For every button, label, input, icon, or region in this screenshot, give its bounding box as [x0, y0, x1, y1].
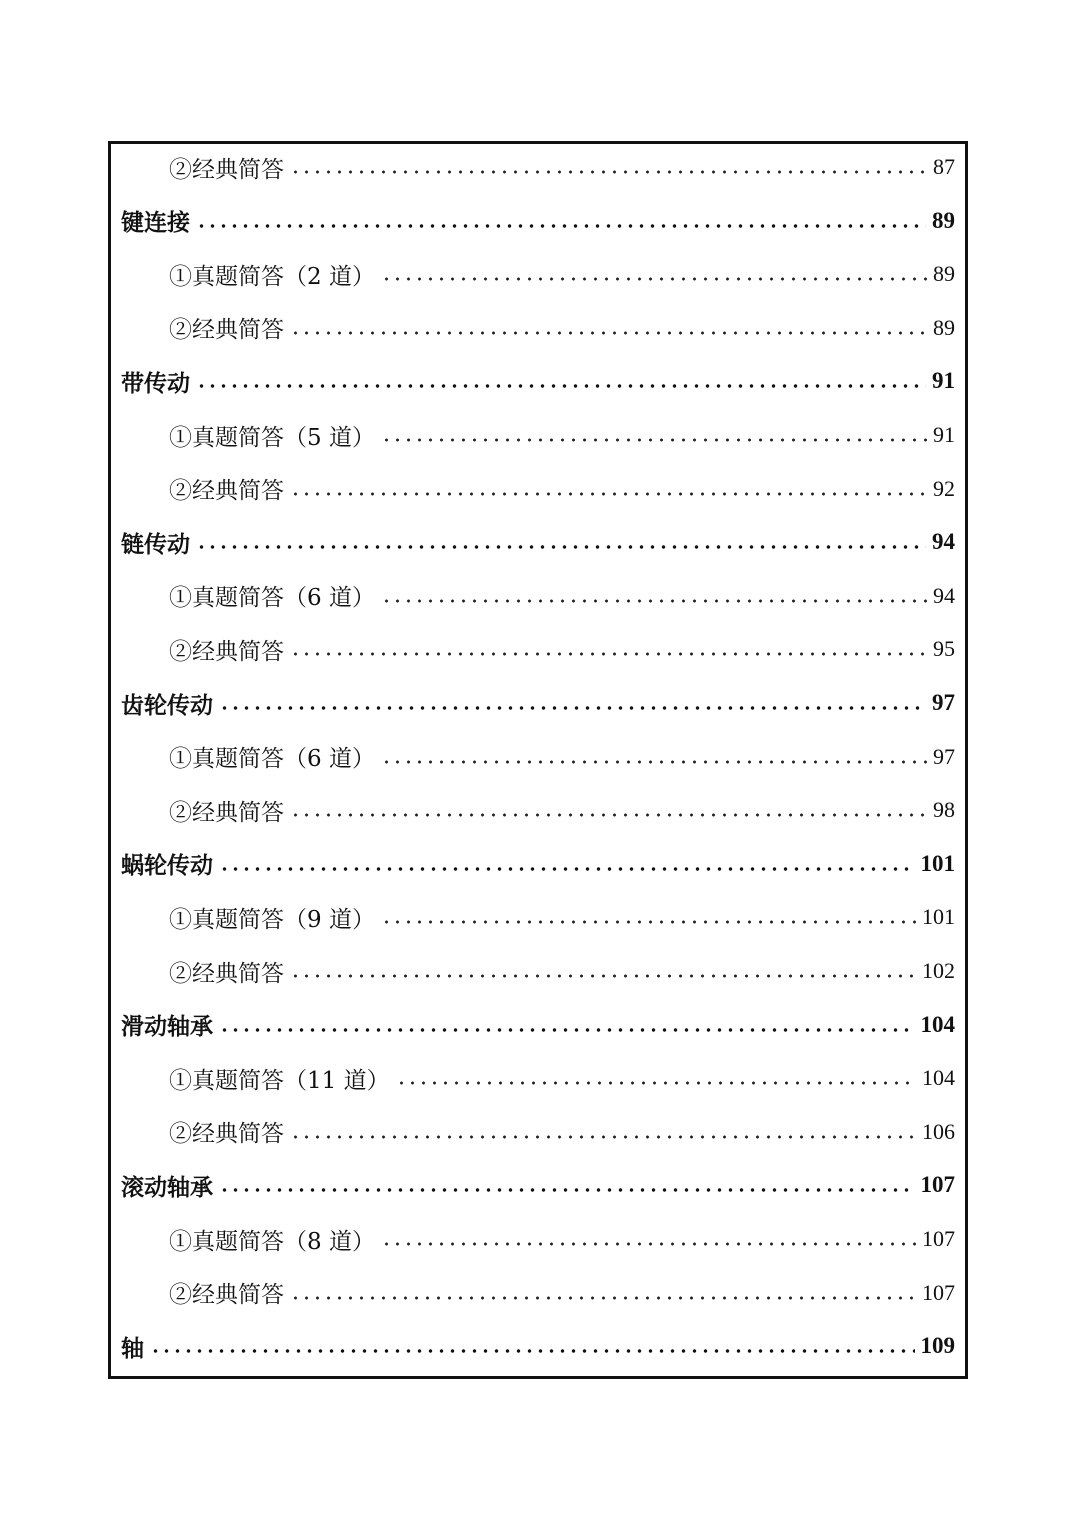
toc-page-number: 95	[933, 636, 955, 662]
toc-section-entry[interactable]	[121, 897, 955, 937]
toc-entry-title: ②经典简答	[169, 799, 284, 826]
toc-entry-title: 链传动	[121, 530, 190, 558]
toc-page-number: 104	[922, 1065, 955, 1091]
toc-chapter-entry[interactable]	[121, 361, 955, 401]
toc-page-number: 98	[933, 797, 955, 823]
toc-page-number: 107	[922, 1279, 955, 1305]
toc-chapter-entry[interactable]	[121, 1005, 955, 1045]
toc-dot-leader	[381, 277, 927, 281]
toc-page-number: 87	[933, 154, 955, 179]
toc-entry-title: ①真题简答（6 道）	[169, 746, 375, 773]
toc-dot-leader	[290, 813, 927, 817]
toc-page-number: 109	[920, 1333, 955, 1359]
toc-entry-title: ①真题简答（5 道）	[169, 424, 375, 451]
toc-entry-title: 键连接	[121, 209, 190, 237]
toc-entry-title: ①真题简答（2 道）	[169, 263, 375, 290]
toc-entry-title: ②经典简答	[169, 1121, 284, 1148]
toc-entry-title: ②经典简答	[169, 317, 284, 344]
toc-page-number: 101	[922, 904, 955, 930]
toc-page-number: 89	[933, 314, 955, 340]
toc-section-entry[interactable]	[121, 1058, 955, 1098]
toc-entry-title: 滑动轴承	[121, 1013, 213, 1041]
toc-entry-title: 蜗轮传动	[121, 852, 213, 880]
toc-section-entry[interactable]	[121, 147, 955, 187]
toc-entry-title: ①真题简答（6 道）	[169, 585, 375, 612]
toc-entry-title: ①真题简答（11 道）	[169, 1067, 390, 1094]
toc-entry-title: ②经典简答	[169, 478, 284, 505]
toc-dot-leader	[290, 1296, 916, 1300]
toc-section-entry[interactable]	[121, 1112, 955, 1152]
toc-entry-title: ①真题简答（8 道）	[169, 1228, 375, 1255]
toc-dot-leader	[219, 706, 926, 710]
toc-page-number: 91	[932, 368, 955, 394]
toc-entry-title: 带传动	[121, 369, 190, 397]
toc-dot-leader	[290, 1135, 916, 1139]
toc-page-number: 94	[933, 582, 955, 608]
toc-entry-title: 齿轮传动	[121, 691, 213, 719]
toc-section-entry[interactable]	[121, 951, 955, 991]
toc-page-number: 101	[920, 850, 955, 876]
toc-dot-leader	[290, 974, 916, 978]
toc-dot-leader	[396, 1081, 916, 1085]
toc-dot-leader	[219, 867, 915, 871]
toc-dot-leader	[219, 1028, 915, 1032]
toc-section-entry[interactable]	[121, 737, 955, 777]
toc-page-number: 94	[932, 529, 955, 555]
toc-page-number: 92	[933, 475, 955, 501]
toc-entry-title: ②经典简答	[169, 638, 284, 665]
toc-entry-title: ①真题简答（9 道）	[169, 906, 375, 933]
toc-dot-leader	[196, 545, 926, 549]
toc-dot-leader	[290, 652, 927, 656]
toc-section-entry[interactable]	[121, 629, 955, 669]
toc-page-number: 89	[932, 207, 955, 233]
toc-section-entry[interactable]	[121, 308, 955, 348]
toc-section-entry[interactable]	[121, 790, 955, 830]
toc-dot-leader	[196, 384, 926, 388]
toc-section-entry[interactable]	[121, 576, 955, 616]
table-of-contents	[108, 141, 968, 1379]
toc-page-number: 106	[922, 1118, 955, 1144]
toc-dot-leader	[150, 1349, 915, 1353]
toc-entry-title: 轴	[121, 1334, 144, 1362]
toc-dot-leader	[381, 599, 927, 603]
toc-chapter-entry[interactable]	[121, 201, 955, 241]
toc-dot-leader	[381, 760, 927, 764]
toc-page-number: 102	[922, 958, 955, 983]
toc-section-entry[interactable]	[121, 415, 955, 455]
toc-chapter-entry[interactable]	[121, 844, 955, 884]
toc-section-entry[interactable]	[121, 1273, 955, 1313]
toc-chapter-entry[interactable]	[121, 522, 955, 562]
toc-dot-leader	[381, 920, 916, 924]
toc-dot-leader	[290, 331, 927, 335]
toc-entry-title: 滚动轴承	[121, 1173, 213, 1201]
toc-dot-leader	[219, 1188, 915, 1192]
toc-entry-title: ②经典简答	[169, 1282, 284, 1309]
toc-dot-leader	[381, 1242, 916, 1246]
toc-chapter-entry[interactable]	[121, 1165, 955, 1205]
toc-section-entry[interactable]	[121, 1219, 955, 1259]
toc-dot-leader	[290, 170, 927, 174]
toc-page-number: 97	[932, 690, 955, 715]
toc-dot-leader	[381, 438, 927, 442]
toc-page-number: 107	[920, 1172, 955, 1198]
toc-page-number: 91	[933, 422, 955, 447]
toc-page-number: 89	[933, 261, 955, 287]
toc-entry-title: ②经典简答	[169, 156, 284, 183]
toc-entry-title: ②经典简答	[169, 960, 284, 987]
toc-dot-leader	[196, 224, 926, 228]
toc-chapter-entry[interactable]	[121, 683, 955, 723]
toc-section-entry[interactable]	[121, 254, 955, 294]
toc-page-number: 107	[922, 1226, 955, 1251]
toc-section-entry[interactable]	[121, 469, 955, 509]
toc-dot-leader	[290, 492, 927, 496]
toc-page-number: 104	[920, 1011, 955, 1037]
toc-page-number: 97	[933, 743, 955, 769]
toc-chapter-entry[interactable]	[121, 1326, 955, 1366]
